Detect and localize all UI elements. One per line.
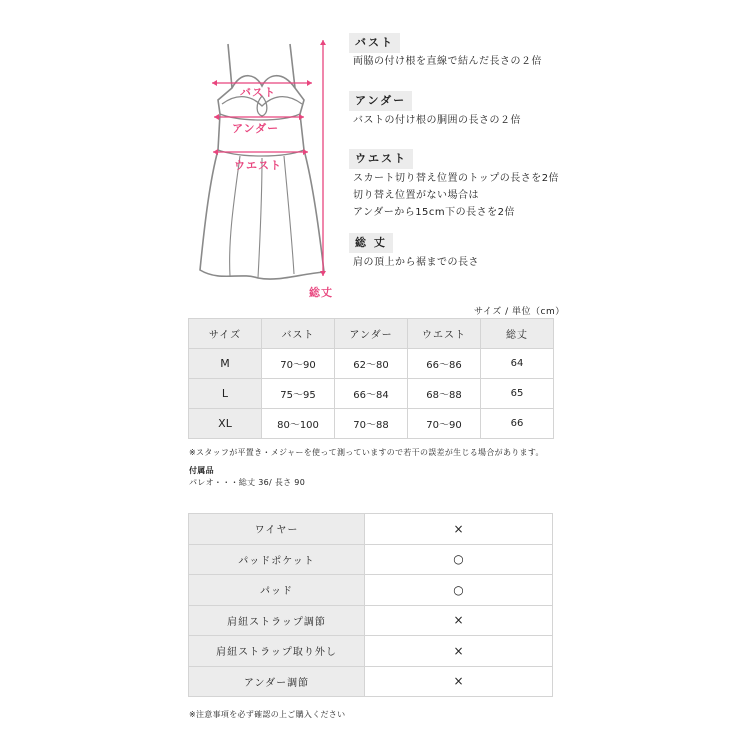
feature-value: ×: [365, 514, 553, 545]
size-table: [188, 318, 554, 439]
length-cell: 65: [481, 379, 554, 409]
length-diagram-label: 総丈: [309, 286, 333, 299]
section-waist-desc: [353, 170, 559, 221]
table-row: [189, 666, 553, 697]
feature-value: ×: [365, 666, 553, 697]
feature-name: アンダー調節: [189, 666, 365, 697]
accessory-title: 付属品: [189, 466, 214, 475]
size-table-header: [189, 319, 554, 349]
unit-note: サイズ / 単位（cm）: [474, 307, 565, 317]
bust-cell: 80〜100: [262, 409, 335, 439]
footer-note: ※注意事項を必ず確認の上ご購入ください: [189, 710, 346, 719]
section-length-line: 肩の頂上から裾までの長さ: [353, 257, 479, 268]
left-strap: [228, 44, 232, 88]
section-length-desc: [353, 254, 479, 271]
header-waist: ウエスト: [408, 319, 481, 349]
feature-name: パッドポケット: [189, 544, 365, 575]
size-cell: L: [189, 379, 262, 409]
right-strap: [290, 44, 295, 88]
feature-table: [188, 513, 553, 697]
section-bust-desc: [353, 53, 542, 70]
waist-cell: 70〜90: [408, 409, 481, 439]
header-under: アンダー: [335, 319, 408, 349]
bust-diagram-label: バスト: [240, 86, 276, 99]
bust-cell: 70〜90: [262, 349, 335, 379]
under-cell: 62〜80: [335, 349, 408, 379]
table-row: [189, 409, 554, 439]
table-row: [189, 544, 553, 575]
accessory-text: パレオ・・・総丈 36/ 長さ 90: [189, 478, 306, 487]
feature-value: ○: [365, 575, 553, 606]
section-length-title: 総 丈: [349, 233, 393, 253]
section-under-title: アンダー: [349, 91, 412, 111]
section-under-line: バストの付け根の胴囲の長さの２倍: [353, 115, 521, 126]
table-row: [189, 636, 553, 667]
section-waist-title: ウエスト: [349, 149, 413, 169]
feature-value: ×: [365, 605, 553, 636]
feature-name: 肩紐ストラップ取り外し: [189, 636, 365, 667]
section-waist-line-3: アンダーから15cm下の長さを2倍: [353, 207, 516, 218]
table-row: [189, 379, 554, 409]
waist-diagram-label: ウエスト: [234, 159, 282, 172]
length-cell: 66: [481, 409, 554, 439]
feature-value: ○: [365, 544, 553, 575]
header-length: 総丈: [481, 319, 554, 349]
header-bust: バスト: [262, 319, 335, 349]
table-row: [189, 605, 553, 636]
feature-name: 肩紐ストラップ調節: [189, 605, 365, 636]
length-cell: 64: [481, 349, 554, 379]
size-cell: XL: [189, 409, 262, 439]
table-row: [189, 575, 553, 606]
under-cell: 66〜84: [335, 379, 408, 409]
waist-cell: 66〜86: [408, 349, 481, 379]
bust-cell: 75〜95: [262, 379, 335, 409]
garment-diagram: [190, 30, 350, 300]
section-waist-line-2: 切り替え位置がない場合は: [353, 190, 479, 201]
feature-value: ×: [365, 636, 553, 667]
size-cell: M: [189, 349, 262, 379]
under-cell: 70〜88: [335, 409, 408, 439]
table-row: [189, 349, 554, 379]
section-bust-title: バスト: [349, 33, 400, 53]
under-diagram-label: アンダー: [232, 122, 280, 135]
waist-cell: 68〜88: [408, 379, 481, 409]
section-waist-line-1: スカート切り替え位置のトップの長さを2倍: [353, 173, 560, 184]
staff-note: ※スタッフが平置き・メジャーを使って測っていますので若干の誤差が生じる場合があります。: [189, 448, 544, 457]
table-row: [189, 514, 553, 545]
header-size: サイズ: [189, 319, 262, 349]
feature-name: ワイヤー: [189, 514, 365, 545]
section-bust-line: 両脇の付け根を直線で結んだ長さの２倍: [353, 56, 542, 67]
section-under-desc: [353, 112, 521, 129]
feature-name: パッド: [189, 575, 365, 606]
